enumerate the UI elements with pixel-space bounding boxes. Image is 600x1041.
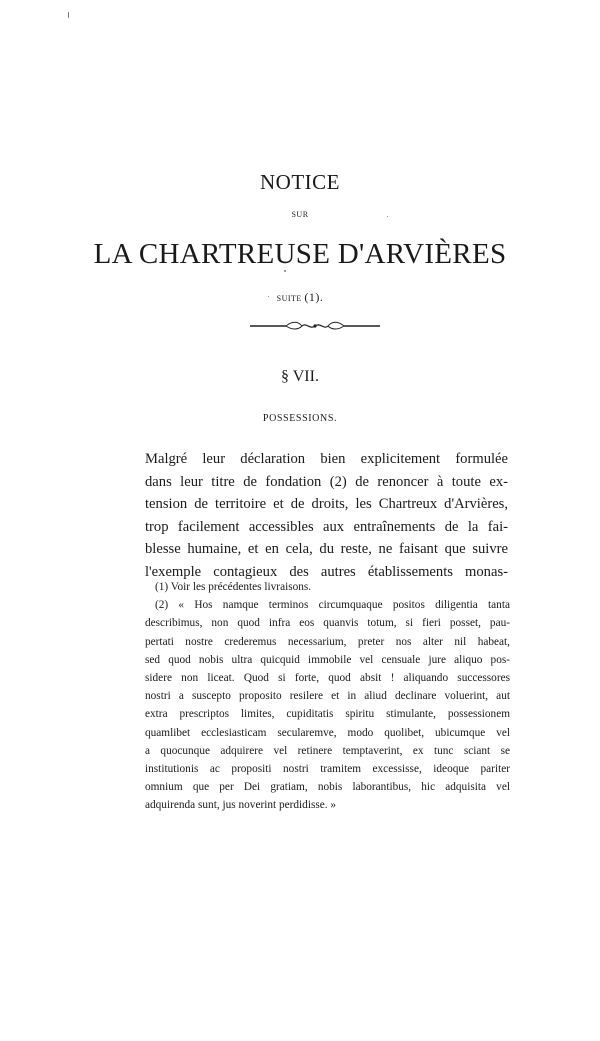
section-number: § VII. <box>281 368 319 385</box>
footnote-line: adquirenda sunt, jus noverint perdidisse. » <box>145 799 337 812</box>
print-speck <box>68 12 69 18</box>
footnote-line: sidere non liceat. Quod si forte, quod absit ! aliquando successores <box>145 672 510 685</box>
body-paragraph <box>145 448 508 584</box>
footnote-line: quamlibet ecclesiasticam secularemve, modo quolibet, ubicumque vel <box>145 726 510 739</box>
footnotes <box>145 578 510 815</box>
footnote-line: a quocunque adquirere vel retinere temptaverint, ex tunc sciant se <box>145 744 510 757</box>
suite-subheading <box>0 290 600 305</box>
suite-label: SUITE <box>276 294 302 303</box>
print-speck <box>387 216 388 217</box>
body-line: l'exemple contagieux des autres établissements monas- <box>145 563 508 580</box>
notice-heading: NOTICE <box>260 170 340 194</box>
footnote-line: pertati nostre crederemus necessarium, preter nos alter nil habeat, <box>145 635 510 648</box>
footnote-line: (2) « Hos namque terminos circumquaque positos diligentia tanta <box>155 599 510 612</box>
footnote-line: (1) Voir les précédentes livraisons. <box>155 581 312 593</box>
fleuron-divider-icon <box>250 318 380 334</box>
footnote-line: extra prescriptos limites, cupiditatis spiritu stimulante, possessionem <box>145 708 510 721</box>
footnote-line: institutionis ac propositi nostri tramitem excessisse, ideoque pariter <box>145 763 510 776</box>
body-line: Malgré leur déclaration bien explicitement formulée <box>145 451 508 467</box>
body-line: tension de territoire et de droits, les Chartreux d'Arvières, <box>145 496 508 513</box>
footnote-line: nostri a suscepto proposito resilere et in aliud declinare voluerint, aut <box>145 690 510 703</box>
body-line: blesse humaine, et en cela, du reste, ne faisant que suivre <box>145 541 508 558</box>
suite-footnote-ref: (1). <box>304 290 324 304</box>
section-title: POSSESSIONS. <box>262 413 338 424</box>
body-line: dans leur titre de fondation (2) de renoncer à toute ex- <box>145 473 508 490</box>
print-speck <box>284 270 286 272</box>
page-title: LA CHARTREUSE D'ARVIÈRES <box>93 238 507 270</box>
print-speck <box>268 296 269 297</box>
footnote-line: omnium que per Dei gratiam, nobis laborantibus, hic adquisita vel <box>145 781 510 794</box>
body-line: trop facilement accessibles aux entraînements de la fai- <box>145 518 508 535</box>
sur-subheading: SUR <box>291 210 309 219</box>
footnote-line: sed quod nobis ultra quicquid immobile vel censuale jure aliquo pos- <box>145 653 510 666</box>
footnote-line: describimus, non quod infra eos quanvis totum, si fieri posset, pau- <box>145 617 510 630</box>
